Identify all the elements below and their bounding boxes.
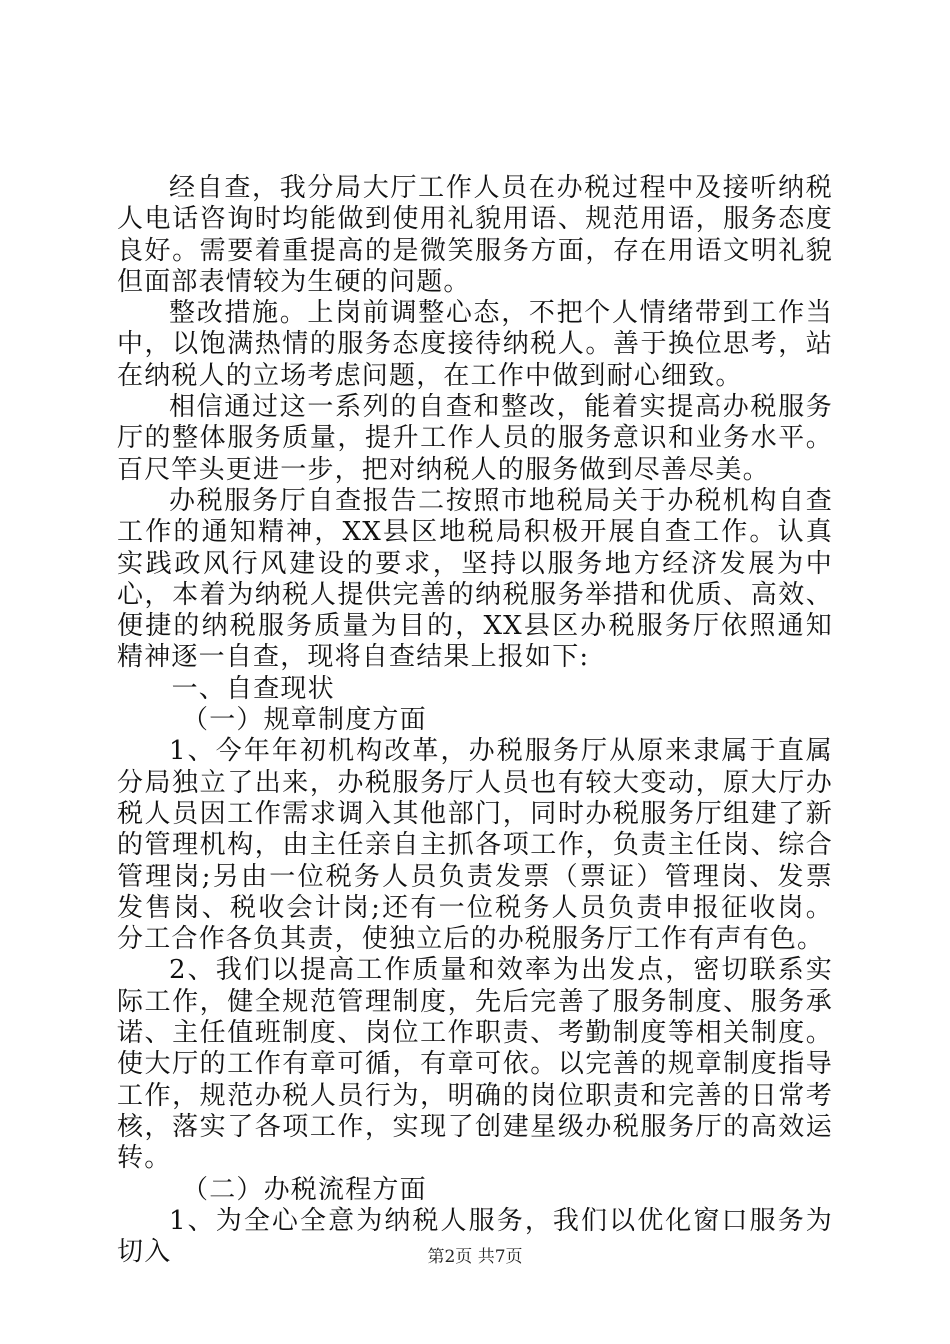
subsection-heading-rules: （一）规章制度方面 <box>182 705 427 736</box>
paragraph-rules-item-2: 2、我们以提高工作质量和效率为出发点，密切联系实际工作，健全规范管理制度，先后完善了服务制度、服务承诺、主任值班制度、岗位工作职责、考勤制度等相关制度。使大厅的工作有章可循，有章可依。以完善的规章制度指导工作，规范办税人员行为，明确的岗位职责和完善的日常考核，落实了各项工作，实现了创建星级办税服务厅的高效运转。 <box>117 955 833 1174</box>
paragraph-rules-item-1: 1、今年年初机构改革，办税服务厅从原来隶属于直属分局独立了出来，办税服务厅人员也有较大变动，原大厅办税人员因工作需求调入其他部门，同时办税服务厅组建了新的管理机构，由主任亲自主抓各项工作，负责主任岗、综合管理岗;另由一位税务人员负责发票（票证）管理岗、发票发售岗、税收会计岗;还有一位税务人员负责申报征收岗。分工合作各负其责，使独立后的办税服务厅工作有声有色。 <box>117 736 833 955</box>
section-heading-status: 一、自查现状 <box>171 673 335 704</box>
subsection-heading-process: （二）办税流程方面 <box>182 1174 427 1205</box>
paragraph-conclusion: 相信通过这一系列的自查和整改，能着实提高办税服务厅的整体服务质量，提升工作人员的服务意识和业务水平。百尺竿头更进一步，把对纳税人的服务做到尽善尽美。 <box>117 392 833 485</box>
document-body <box>117 173 833 1268</box>
paragraph-rectification: 整改措施。上岗前调整心态，不把个人情绪带到工作当中，以饱满热情的服务态度接待纳税人。善于换位思考，站在纳税人的立场考虑问题，在工作中做到耐心细致。 <box>117 298 833 391</box>
page-footer: 第2页 共7页 <box>427 1247 523 1267</box>
paragraph-self-check: 经自查，我分局大厅工作人员在办税过程中及接听纳税人电话咨询时均能做到使用礼貌用语、规范用语，服务态度良好。需要着重提高的是微笑服务方面，存在用语文明礼貌但面部表情较为生硬的问题。 <box>117 173 833 297</box>
paragraph-process-item-1: 1、为全心全意为纳税人服务，我们以优化窗口服务为切入 <box>117 1205 833 1268</box>
paragraph-report-two-intro: 办税服务厅自查报告二按照市地税局关于办税机构自查工作的通知精神，XX县区地税局积极开展自查工作。认真实践政风行风建设的要求，坚持以服务地方经济发展为中心，本着为纳税人提供完善的纳税服务举措和优质、高效、便捷的纳税服务质量为目的，XX县区办税服务厅依照通知精神逐一自查，现将自查结果上报如下: <box>117 485 833 673</box>
